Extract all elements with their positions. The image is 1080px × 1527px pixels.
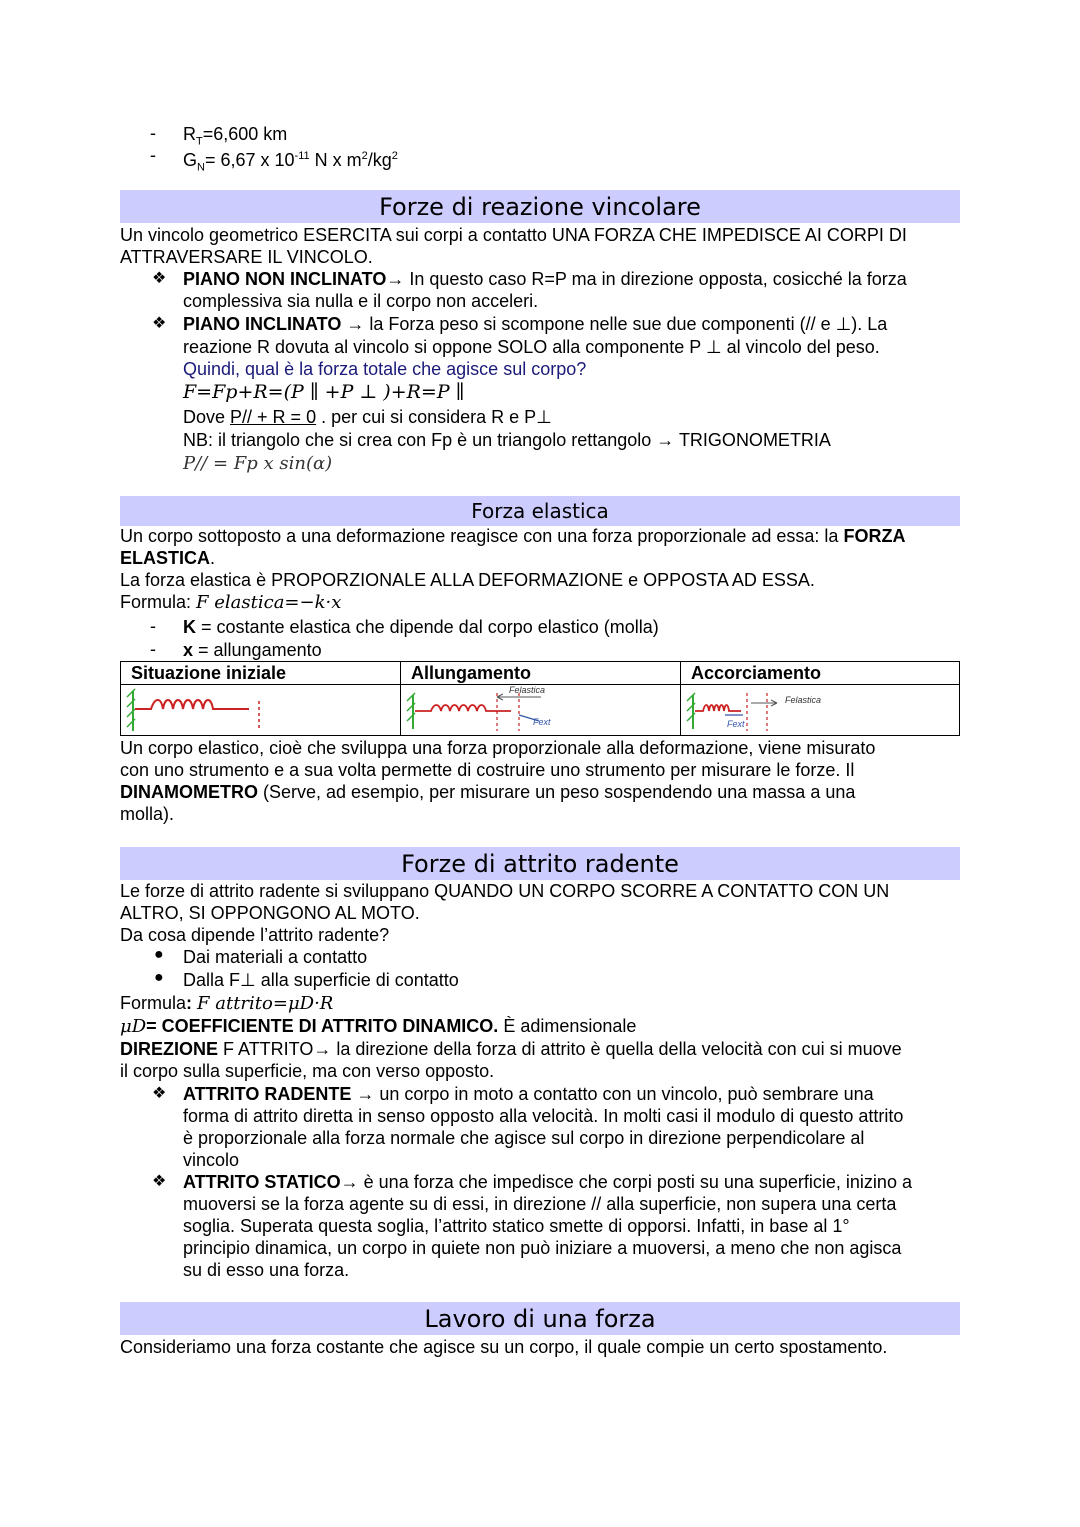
formula-total-force: F=Fp+R=(P ∥ +P ⊥ )+R=P ∥ [183, 381, 465, 403]
sketch-initial [121, 685, 401, 736]
paragraph-line: ELASTICA. [120, 548, 216, 568]
paragraph-line: Da cosa dipende l’attrito radente? [120, 925, 390, 945]
dash-bullet: - [150, 639, 156, 659]
sketch-stretch [401, 685, 681, 736]
paragraph-line: Un corpo sottoposto a una deformazione reagisce con una forza proporzionale ad essa: la FORZA [120, 526, 906, 546]
section-heading-lavoro: Lavoro di una forza [120, 1302, 960, 1335]
bullet-continuation: soglia. Superata questa soglia, l’attrito statico smette di opporsi. Infatti, in base al 1° [183, 1216, 850, 1236]
dash-bullet: - [150, 145, 156, 165]
constant-earth-radius: $R_T=6,600$ km [183, 124, 288, 148]
bullet-attrito-statico: ATTRITO STATICO→ è una forza che impedisce che corpi posti su una superficie, inizino a [183, 1172, 912, 1192]
bullet-materiali: Dai materiali a contatto [183, 947, 368, 967]
paragraph-line: il corpo sulla superficie, ma con verso opposto. [120, 1061, 495, 1081]
paragraph-line: Consideriamo una forza costante che agisce su un corpo, il quale compie un certo spostamento. [120, 1337, 888, 1357]
paragraph-line: ALTRO, SI OPPONGONO AL MOTO. [120, 903, 420, 923]
bullet-k: K = costante elastica che dipende dal corpo elastico (molla) [183, 617, 659, 637]
formula-attrito-line: Formula: F attrito=μD·R [120, 993, 334, 1014]
label-felastica: Felastica [785, 695, 822, 705]
bullet-piano-non-inclinato: PIANO NON INCLINATO→ In questo caso R=P ma in direzione opposta, cosicché la forza [183, 269, 907, 289]
table-header: Situazione iniziale [121, 662, 401, 685]
mu-line: μD= COEFFICIENTE DI ATTRITO DINAMICO. È adimensionale [120, 1016, 637, 1037]
bullet-attrito-radente: ATTRITO RADENTE → un corpo in moto a contatto con un vincolo, può sembrare una [183, 1084, 874, 1104]
formula-p-parallel: P// = Fp x sin(α) [183, 453, 333, 474]
dash-bullet: - [150, 123, 156, 143]
spring-initial-sketch [121, 685, 381, 733]
spring-table [120, 661, 960, 736]
constant-gravitation: $G_N= 6,67$ x $10^{-11}$ N x $m^2/kg^2$ [183, 150, 398, 174]
bullet-continuation: vincolo [183, 1150, 240, 1170]
bullet-continuation: principio dinamica, un corpo in quiete non può iniziare a muoversi, a meno che non agisca [183, 1238, 902, 1258]
diamond-bullet-icon: ❖ [152, 1085, 167, 1102]
paragraph-line: Le forze di attrito radente si sviluppano QUANDO UN CORPO SCORRE A CONTATTO CON UN [120, 881, 890, 901]
bullet-question: Quindi, qual è la forza totale che agisce sul corpo? [183, 359, 587, 379]
round-bullet-icon: ● [154, 969, 164, 986]
diamond-bullet-icon: ❖ [152, 315, 167, 332]
paragraph-line: Un corpo elastico, cioè che sviluppa una forza proporzionale alla deformazione, viene misurato [120, 738, 876, 758]
paragraph-line: ATTRAVERSARE IL VINCOLO. [120, 247, 373, 267]
formula-elastic-line: Formula: F elastica=−k·x [120, 592, 342, 613]
paragraph-line: molla). [120, 804, 175, 824]
bullet-f-perp: Dalla F⊥ alla superficie di contatto [183, 970, 459, 990]
label-fext: Fext [727, 719, 745, 729]
bullet-continuation: muoversi se la forza agente su di essi, in direzione // alla superficie, non supera una certa [183, 1194, 897, 1214]
bullet-continuation: reazione R dovuta al vincolo si oppone SOLO alla componente P ⊥ al vincolo del peso. [183, 337, 880, 357]
paragraph-line: Un vincolo geometrico ESERCITA sui corpi a contatto UNA FORZA CHE IMPEDISCE AI CORPI DI [120, 225, 907, 245]
bullet-continuation: complessiva sia nulla e il corpo non acceleri. [183, 291, 539, 311]
paragraph-line: DINAMOMETRO (Serve, ad esempio, per misurare un peso sospendendo una massa a una [120, 782, 856, 802]
bullet-x: x = allungamento [183, 640, 322, 660]
spring-compress-sketch [681, 685, 951, 733]
section-heading-reazione-vincolare: Forze di reazione vincolare [120, 190, 960, 223]
bullet-continuation: è proporzionale alla forza normale che agisce sul corpo in direzione perpendicolare al [183, 1128, 865, 1148]
label-felastica: Felastica [509, 685, 546, 695]
table-header: Allungamento [401, 662, 681, 685]
diamond-bullet-icon: ❖ [152, 270, 167, 287]
table-header: Accorciamento [681, 662, 960, 685]
paragraph-line: con uno strumento e a sua volta permette di costruire uno strumento per misurare le forze. Il [120, 760, 855, 780]
bullet-continuation: forma di attrito diretta in senso opposto alla velocità. In molti casi il modulo di questo attrito [183, 1106, 904, 1126]
round-bullet-icon: ● [154, 946, 164, 963]
section-heading-attrito-radente: Forze di attrito radente [120, 847, 960, 880]
dove-line: Dove P// + R = 0 . per cui si considera R e P⊥ [183, 407, 552, 427]
paragraph-line: La forza elastica è PROPORZIONALE ALLA DEFORMAZIONE e OPPOSTA AD ESSA. [120, 570, 815, 590]
section-heading-forza-elastica: Forza elastica [120, 496, 960, 526]
diamond-bullet-icon: ❖ [152, 1173, 167, 1190]
dash-bullet: - [150, 616, 156, 636]
bullet-continuation: su di esso una forza. [183, 1260, 350, 1280]
nb-line: NB: il triangolo che si crea con Fp è un triangolo rettangolo → TRIGONOMETRIA [183, 430, 831, 450]
bullet-piano-inclinato: PIANO INCLINATO → la Forza peso si scompone nelle sue due componenti (// e ⊥). La [183, 314, 888, 334]
label-fext: Fext [533, 717, 551, 727]
direzione-line: DIREZIONE F ATTRITO→ la direzione della forza di attrito è quella della velocità con cui si muove [120, 1039, 902, 1059]
sketch-compress [681, 685, 960, 736]
